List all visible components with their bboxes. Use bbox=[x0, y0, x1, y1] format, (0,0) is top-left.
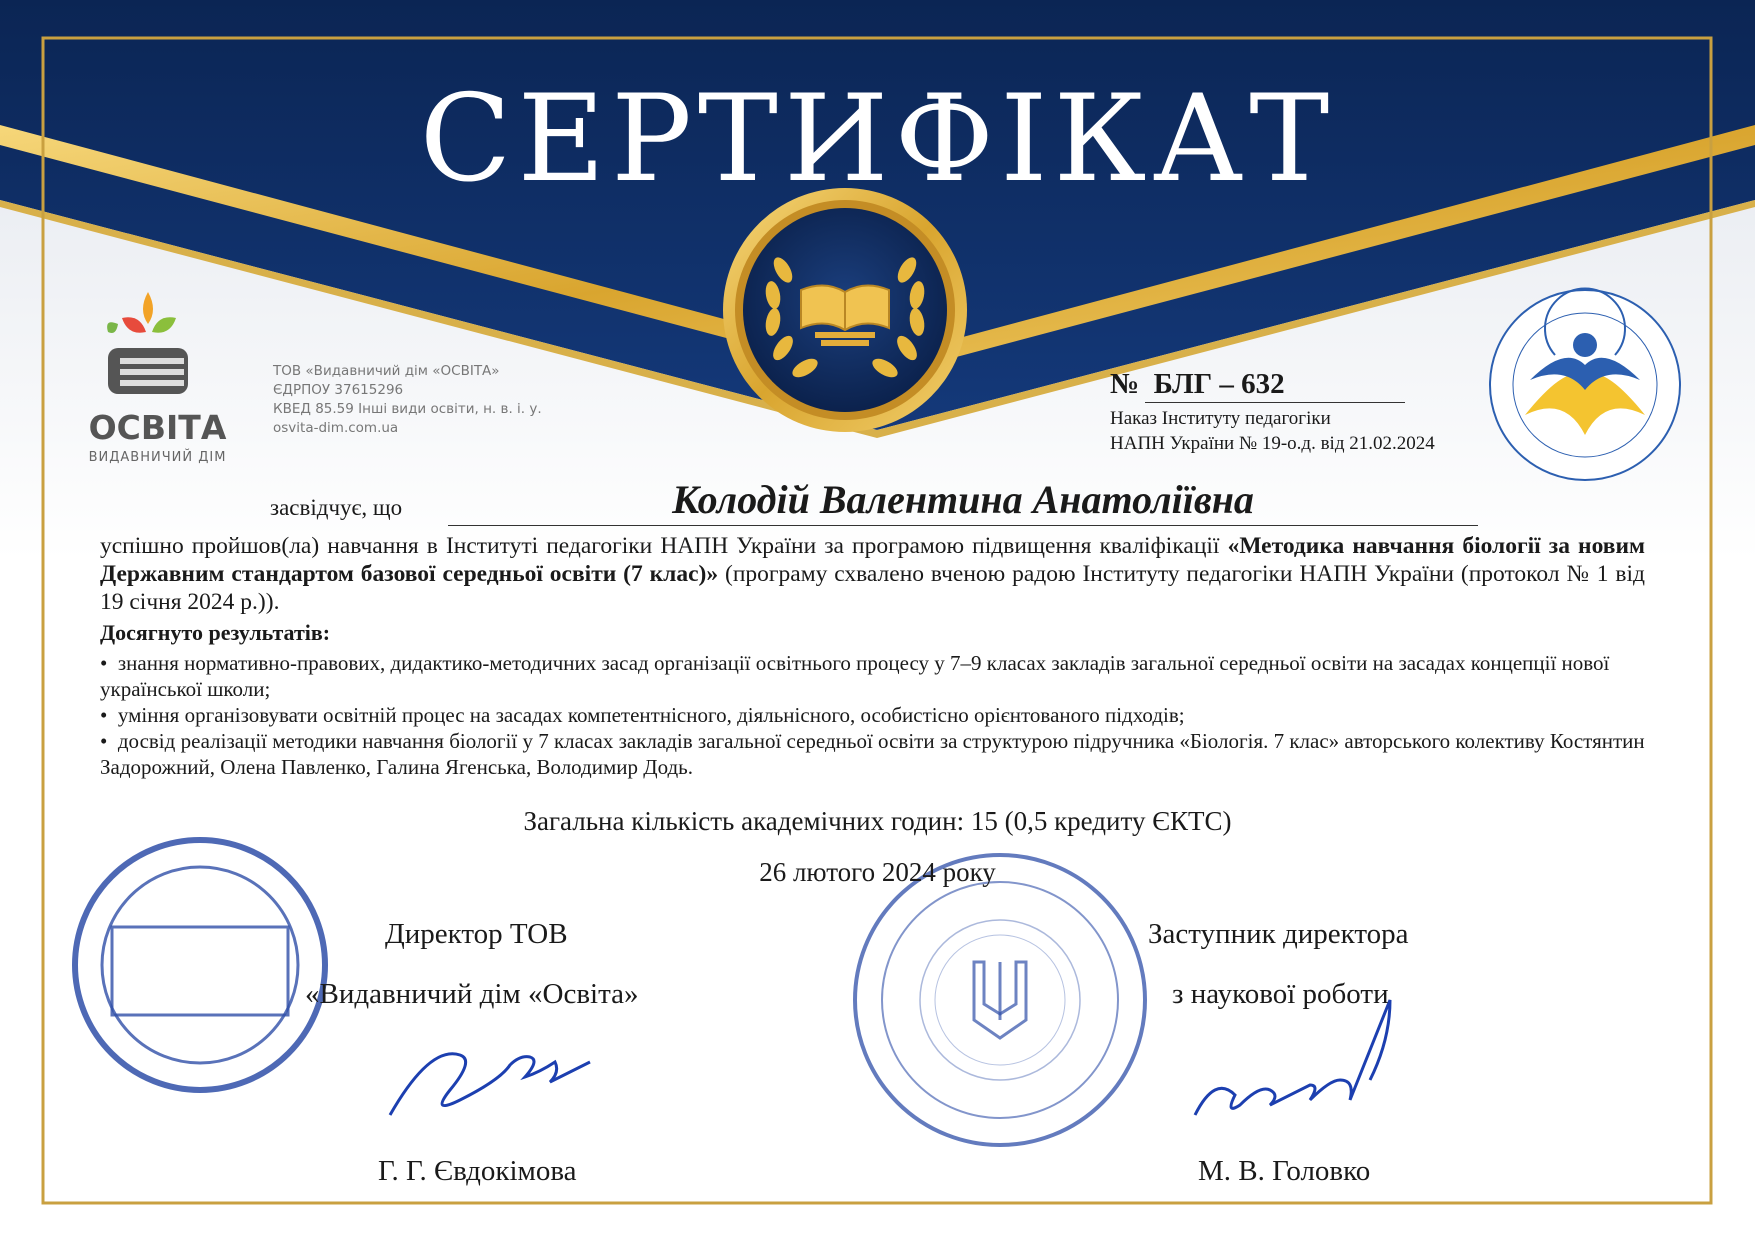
publisher-info-line: osvita-dim.com.ua bbox=[273, 420, 399, 436]
right-signatory-name: М. В. Головко bbox=[1198, 1155, 1371, 1187]
institute-logo bbox=[1490, 289, 1680, 480]
results-list bbox=[100, 650, 1660, 780]
program-title: «Методика навчання біології за новим Державним стандартом базової середньої освіти (7 клас)» bbox=[100, 533, 1646, 587]
right-signatory-title-1: Заступник директора bbox=[1148, 918, 1409, 950]
order-reference bbox=[1110, 406, 1435, 456]
body-part1: успішно пройшов(ла) навчання в Інституті педагогіки НАПН України за програмою підвищення кваліфікації bbox=[100, 533, 1220, 559]
publisher-logo-name: ОСВІТА bbox=[88, 408, 227, 447]
seal-emblem bbox=[723, 188, 967, 432]
result-text: знання нормативно-правових, дидактико-методичних засад організації освітнього процесу у 7–9 класах закладів загальної середньої освіти на засадах концепції нової української школи; bbox=[100, 651, 1610, 701]
body-part2: (програму схвалено вченою радою Інституту педагогіки НАПН України (протокол № 1 від 19 січня 2024 р.)). bbox=[100, 561, 1645, 615]
number-underline bbox=[1145, 402, 1405, 403]
issue-date: 26 лютого 2024 року bbox=[759, 857, 996, 887]
number-label: № bbox=[1110, 368, 1140, 400]
certificate-title: СЕРТИФІКАТ bbox=[419, 70, 1336, 209]
publisher-logo-subtitle: ВИДАВНИЧИЙ ДІМ bbox=[88, 450, 227, 465]
certificate-number bbox=[1110, 368, 1285, 401]
signature-left bbox=[390, 1054, 590, 1115]
result-text: уміння організовувати освітній процес на засадах компетентнісного, діяльнісного, особистісно орієнтованого підходів; bbox=[117, 703, 1185, 727]
certifies-lead: засвідчує, що bbox=[270, 495, 403, 520]
left-signatory-name: Г. Г. Євдокімова bbox=[378, 1155, 577, 1187]
result-text: досвід реалізації методики навчання біології у 7 класах закладів загальної середньої освіти за структурою підручника «Біологія. 7 клас» авторського колективу Костянтин Задорожний, Олена Павленко, Галина Ягенська, Володимир Додь. bbox=[100, 729, 1645, 779]
right-signatory-title-2: з наукової роботи bbox=[1172, 978, 1389, 1010]
name-underline bbox=[448, 525, 1478, 526]
certificate-body bbox=[100, 532, 1645, 616]
number-value: БЛГ – 632 bbox=[1153, 368, 1285, 400]
list-item: • уміння організовувати освітній процес на засадах компетентнісного, діяльнісного, особистісно орієнтованого підходів; bbox=[100, 703, 1185, 727]
publisher-info-line: ТОВ «Видавничий дім «ОСВІТА» bbox=[273, 363, 500, 379]
order-line: НАПН України № 19-о.д. від 21.02.2024 bbox=[1110, 433, 1435, 454]
publisher-info-line: ЄДРПОУ 37615296 bbox=[273, 382, 404, 398]
order-line: Наказ Інституту педагогіки bbox=[1110, 408, 1331, 429]
recipient-name: Колодій Валентина Анатоліївна bbox=[672, 477, 1254, 522]
publisher-info-line: КВЕД 85.59 Інші види освіти, н. в. і. у. bbox=[273, 401, 542, 417]
left-signatory-title-2: «Видавничий дім «Освіта» bbox=[305, 978, 639, 1010]
publisher-info bbox=[273, 362, 542, 438]
left-signatory-title-1: Директор ТОВ bbox=[385, 918, 568, 950]
list-item: • досвід реалізації методики навчання біології у 7 класах закладів загальної середньої освіти за структурою підручника «Біологія. 7 клас» авторського колективу Костянтин Задорожний, Олена Павленко, Галина Ягенська, Володимир Додь. bbox=[100, 729, 1645, 779]
signature-right bbox=[1195, 1000, 1390, 1115]
stamp-right bbox=[855, 855, 1145, 1145]
results-title: Досягнуто результатів: bbox=[100, 620, 331, 645]
academic-hours: Загальна кількість академічних годин: 15 (0,5 кредиту ЄКТС) bbox=[523, 806, 1232, 836]
list-item: • знання нормативно-правових, дидактико-методичних засад організації освітнього процесу у 7–9 класах закладів загальної середньої освіти на засадах концепції нової української школи; bbox=[100, 651, 1610, 701]
